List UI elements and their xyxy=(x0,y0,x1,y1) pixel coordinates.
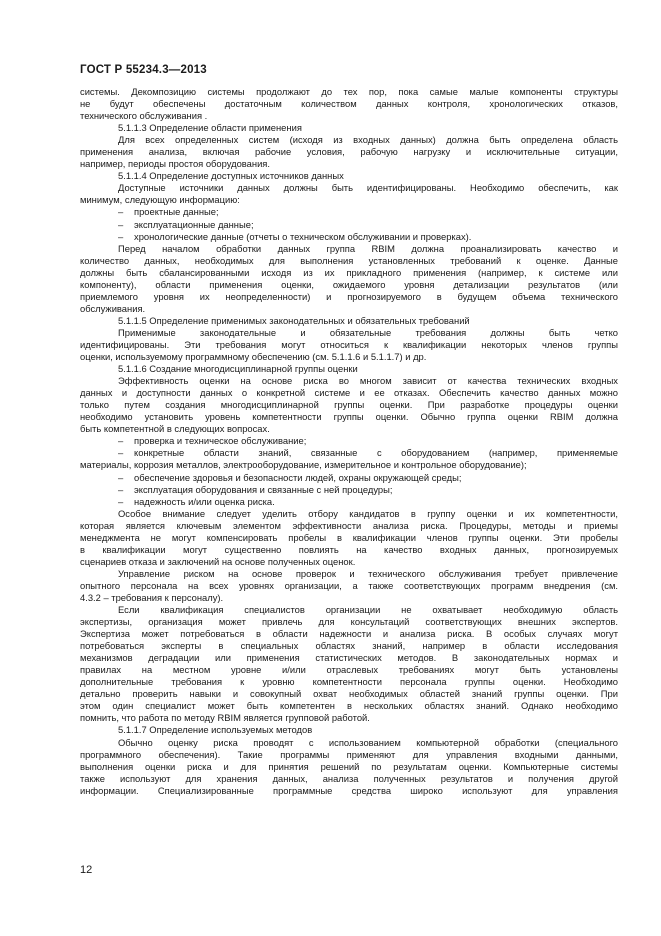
document-header: ГОСТ Р 55234.3—2013 xyxy=(80,64,207,76)
text-line: Применимые законодательные и обязательные требования должны быть четко xyxy=(118,326,618,338)
text-line: этом один специалист может быть компетентен в нескольких областях знаний. Однако необходимо xyxy=(80,700,618,712)
text-line: обслуживания. xyxy=(80,302,146,314)
text-line: в квалификации могут существенно повлиять на качество входных данных, прогнозируемых xyxy=(80,543,618,555)
text-line: оценки, используемому программному обеспечению (см. 5.1.1.6 и 5.1.1.7) и др. xyxy=(80,351,427,363)
text-line: материалы, коррозия металлов, электрооборудование, измерительное и контрольное оборудование); xyxy=(80,459,527,471)
text-line: не будут обеспечены достаточным количеством данных контроля, хронологических отказов, xyxy=(80,98,618,110)
dash-bullet: – xyxy=(118,483,124,495)
text-line: сценариев отказа и заключений на основе полученных оценок. xyxy=(80,555,356,567)
text-line: приемлемого уровня их неопределенности) и прогнозируемого в будущем объема технического xyxy=(80,290,618,302)
text-line: выполнения оценки риска и для принятия решений по результатам оценки. Компьютерные системы xyxy=(80,760,618,772)
section-heading: 5.1.1.3 Определение области применения xyxy=(118,122,302,134)
text-line: применения анализа, включая рабочие условия, рабочую нагрузку и исключительные ситуации, xyxy=(80,146,618,158)
text-line: правилах на местном уровне и/или отраслевых требованиях могут быть установлены xyxy=(80,664,618,676)
dash-bullet: – xyxy=(118,218,124,230)
text-line: Экспертиза может потребоваться в области надежности и анализа риска. В особых случаях могут xyxy=(80,628,618,640)
text-line: дополнительные требования к уровню компетентности персонала группы оценки. Необходимо xyxy=(80,676,618,688)
dash-bullet: – xyxy=(118,435,124,447)
text-line: детально проверить навыки и совокупный охват необходимых областей знаний группы оценки. При xyxy=(80,688,618,700)
text-line: Доступные источники данных должны быть идентифицированы. Необходимо обеспечить, как xyxy=(118,182,618,194)
text-line: Для всех определенных систем (исходя из входных данных) должна быть определена область xyxy=(118,134,618,146)
text-line: Эффективность оценки на основе риска во многом зависит от качества технических входных xyxy=(118,375,618,387)
text-line: данных и доступности данных о конкретной системе и ее отказах. Обеспечить качество данных можно xyxy=(80,387,618,399)
section-heading: 5.1.1.4 Определение доступных источников данных xyxy=(118,170,344,182)
list-item: – эксплуатация оборудования и связанные с ней процедуры; xyxy=(118,483,393,495)
text-line: опытного персонала на всех уровнях организации, а также соответствующих программ внедрения (см. xyxy=(80,579,618,591)
text-line: помнить, что работа по методу RBIM является групповой работой. xyxy=(80,712,370,724)
section-heading: 5.1.1.6 Создание многодисциплинарной группы оценки xyxy=(118,363,358,375)
text-line: быть компетентной в следующих вопросах. xyxy=(80,423,270,435)
text-line: только путем создания многодисциплинарной группы оценки. При разработке процедуры оценки xyxy=(80,399,618,411)
text-line: 4.3.2 – требования к персоналу). xyxy=(80,591,224,603)
text-line: технического обслуживания . xyxy=(80,110,208,122)
dash-bullet: – xyxy=(118,230,124,242)
text-line: Управление риском на основе проверок и технического обслуживания требует привлечение xyxy=(118,567,618,579)
list-item: – обеспечение здоровья и безопасности людей, охраны окружающей среды; xyxy=(118,471,462,483)
document-body xyxy=(80,86,618,797)
text-line: например, периоды простоя оборудования. xyxy=(80,158,270,170)
text-line: идентифицированы. Эти требования могут относиться к квалификации некоторых членов группы xyxy=(80,338,618,350)
text-line: механизмов деградации или применения статистических методов. В законодательных нормах и xyxy=(80,652,618,664)
text-line: Особое внимание следует уделить отбору кандидатов в группу оценки и их компетентности, xyxy=(118,507,618,519)
text-line: должны быть сбалансированными исходя из их прикладного применения (например, к системе или xyxy=(80,266,618,278)
list-item: – эксплуатационные данные; xyxy=(118,218,254,230)
text-line: программного обеспечения). Такие программы применяют для управления входными данными, xyxy=(80,748,618,760)
list-item: – проектные данные; xyxy=(118,206,219,218)
list-item: – проверка и техническое обслуживание; xyxy=(118,435,307,447)
text-line: которая является ключевым элементом эффективности анализа риска. Процедуры, методы и приемы xyxy=(80,519,618,531)
text-line: экспертизы, организация может привлечь для консультаций соответствующих внешних экспертов. xyxy=(80,616,618,628)
list-item: – хронологические данные (отчеты о техническом обслуживании и проверках). xyxy=(118,230,472,242)
text-line: также используют для хранения данных, анализа полученных результатов и получения другой xyxy=(80,772,618,784)
text-line: Если квалификация специалистов организации не охватывает необходимую область xyxy=(118,604,618,616)
text-line: минимум, следующую информацию: xyxy=(80,194,240,206)
text-line: системы. Декомпозицию системы продолжают до тех пор, пока самые малые компоненты структуры xyxy=(80,86,618,97)
list-item: – конкретные области знаний, связанные с оборудованием (например, применяемые xyxy=(118,447,618,459)
text-line: Обычно оценку риска проводят с использованием компьютерной обработки (специального xyxy=(118,736,618,748)
section-heading: 5.1.1.5 Определение применимых законодательных и обязательных требований xyxy=(118,314,470,326)
dash-bullet: – xyxy=(118,471,124,483)
list-item: – надежность и/или оценка риска. xyxy=(118,495,275,507)
text-line: компоненту), области применения оценки, ожидаемого уровня детализации результатов (или xyxy=(80,278,618,290)
dash-bullet: – xyxy=(118,495,124,507)
dash-bullet: – xyxy=(118,447,124,459)
page-number: 12 xyxy=(80,864,93,876)
text-line: Перед началом обработки данных группа RBIM должна проанализировать качество и xyxy=(118,242,618,254)
text-line: потребоваться эксперты в специальных областях знаний, например в области исследования xyxy=(80,640,618,652)
text-line: количество данных, необходимых для выполнения установленных требований к оценке. Данные xyxy=(80,254,618,266)
text-line: менеджмента не могут компенсировать пробелы в квалификации членов группы оценки. Эти пробелы xyxy=(80,531,618,543)
dash-bullet: – xyxy=(118,206,124,218)
text-line: необходимо установить уровень компетентности группы оценки. Обычно группа оценки RBIM должна xyxy=(80,411,618,423)
text-line: информации. Специализированные программные средства широко используют для управления xyxy=(80,784,618,796)
section-heading: 5.1.1.7 Определение используемых методов xyxy=(118,724,313,736)
